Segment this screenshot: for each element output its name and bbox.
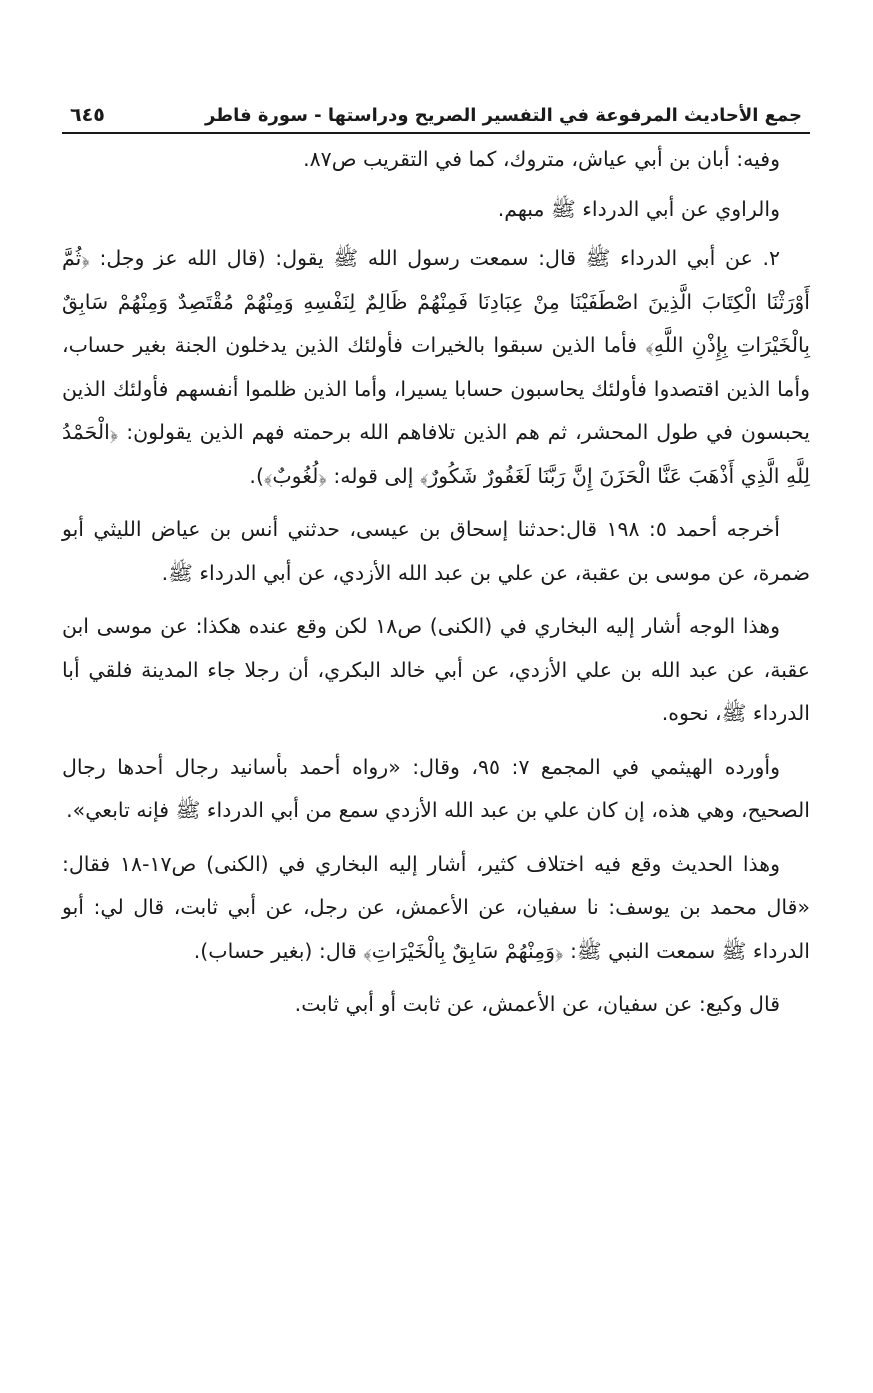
paragraph-1: وفيه: أبان بن أبي عياش، متروك، كما في التقريب ص٨٧. xyxy=(303,147,780,171)
page-number: ٦٤٥ xyxy=(70,104,105,126)
paragraph-5: وهذا الوجه أشار إليه البخاري في (الكنى) ص١٨ لكن وقع عنده هكذا: عن موسى ابن عقبة، عن عبد الله بن علي الأزدي، عن أبي خالد البكري، أن رجلا جاء المدينة فلقي أبا الدرداء ﷺ، نحوه. xyxy=(62,614,810,725)
paragraph-8: قال وكيع: عن سفيان، عن الأعمش، عن ثابت أو أبي ثابت. xyxy=(294,992,780,1016)
paragraph-3: ٢. عن أبي الدرداء ﷺ قال: سمعت رسول الله ﷺ يقول: (قال الله عز وجل: ﴿ثُمَّ أَوْرَثْنَا الْكِتَابَ الَّذِينَ اصْطَفَيْنَا مِنْ عِبَادِنَا فَمِنْهُمْ ظَالِمٌ لِنَفْسِهِ وَمِنْهُمْ مُقْتَصِدٌ وَمِنْهُمْ سَابِقٌ بِالْخَيْرَاتِ بِإِذْنِ اللَّهِ﴾ فأما الذين سبقوا بالخيرات فأولئك الذين يدخلون الجنة بغير حساب، وأما الذين اقتصدوا فأولئك يحاسبون حسابا يسيرا، وأما الذين ظلموا أنفسهم فأولئك الذين يحبسون في طول المحشر، ثم هم الذين تلافاهم الله برحمته فهم الذين يقولون: ﴿الْحَمْدُ لِلَّهِ الَّذِي أَذْهَبَ عَنَّا الْحَزَنَ إِنَّ رَبَّنَا لَغَفُورٌ شَكُورٌ﴾ إلى قوله: ﴿لُغُوبٌ﴾). xyxy=(62,246,810,488)
running-header xyxy=(62,104,810,134)
document-page xyxy=(62,104,810,1037)
body-text xyxy=(62,138,810,1027)
paragraph-2: والراوي عن أبي الدرداء ﷺ مبهم. xyxy=(497,196,780,221)
paragraph-7: وهذا الحديث وقع فيه اختلاف كثير، أشار إليه البخاري في (الكنى) ص١٧-١٨ فقال: «قال محمد بن يوسف: نا سفيان، عن الأعمش، عن رجل، عن أبي ثابت، قال لي: أبو الدرداء ﷺ سمعت النبي ﷺ: ﴿وَمِنْهُمْ سَابِقٌ بِالْخَيْرَاتِ﴾ قال: (بغير حساب). xyxy=(62,851,810,963)
paragraph-6: وأورده الهيثمي في المجمع ٧: ٩٥، وقال: «رواه أحمد بأسانيد رجال أحدها رجال الصحيح، وهي هذه، إن كان علي بن عبد الله الأزدي سمع من أبي الدرداء ﷺ فإنه تابعي». xyxy=(62,754,810,822)
book-title: جمع الأحاديث المرفوعة في التفسير الصريح ودراستها - سورة فاطر xyxy=(204,105,802,126)
paragraph-4: أخرجه أحمد ٥: ١٩٨ قال:حدثنا إسحاق بن عيسى، حدثني أنس بن عياض الليثي أبو ضمرة، عن موسى بن عقبة، عن علي بن عبد الله الأزدي، عن أبي الدرداء ﷺ. xyxy=(62,517,810,585)
